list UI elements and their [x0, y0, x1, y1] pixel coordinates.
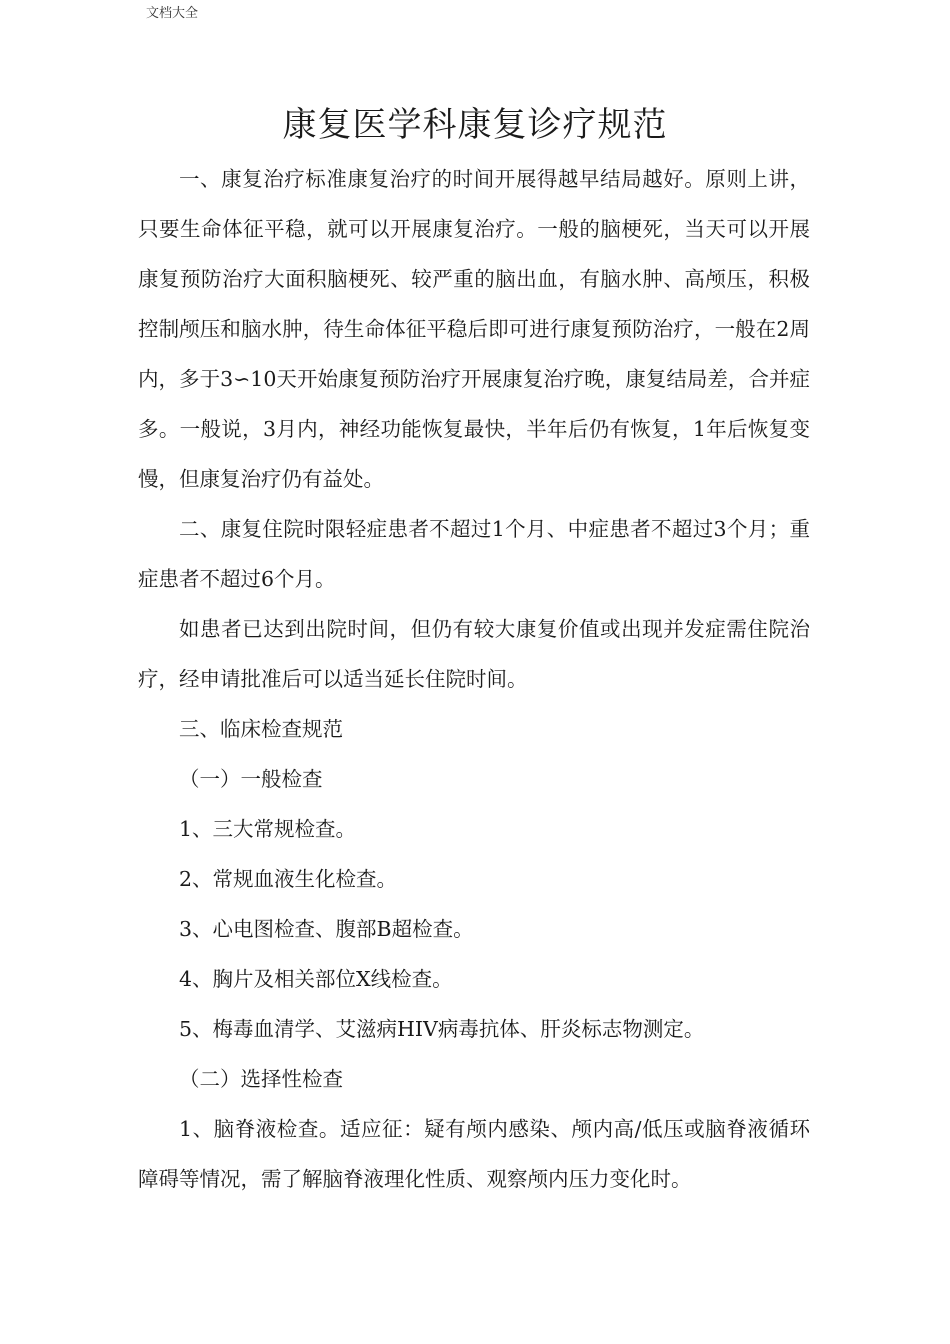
- document-body: [138, 154, 810, 1204]
- paragraph-hospital-stay-limit: 二、康复住院时限轻症患者不超过1个月、中症患者不超过3个月；重症患者不超过6个月。: [138, 517, 810, 591]
- subsection-heading-selective-exam: （二）选择性检查: [179, 1067, 343, 1091]
- document-title: 康复医学科康复诊疗规范: [282, 105, 668, 145]
- subsection-heading-general-exam: （一）一般检查: [179, 767, 323, 791]
- list-item: 5、梅毒血清学、艾滋病HIV病毒抗体、肝炎标志物测定。: [179, 1017, 705, 1041]
- header-note: 文档大全: [146, 6, 199, 21]
- section-heading-clinical-exam: 三、临床检查规范: [179, 717, 343, 741]
- paragraph-treatment-standard: 一、康复治疗标准康复治疗的时间开展得越早结局越好。原则上讲，只要生命体征平稳，就可以开展康复治疗。一般的脑梗死，当天可以开展康复预防治疗大面积脑梗死、较严重的脑出血，有脑水肿、高颅压，积极控制颅压和脑水肿，待生命体征平稳后即可进行康复预防治疗，一般在2周内，多于3∽10天开始康复预防治疗开展康复治疗晚，康复结局差，合并症多。一般说，3月内，神经功能恢复最快，半年后仍有恢复，1年后恢复变慢，但康复治疗仍有益处。: [138, 167, 810, 491]
- list-item: 1、脑脊液检查。适应征：疑有颅内感染、颅内高/低压或脑脊液循环障碍等情况，需了解脑脊液理化性质、观察颅内压力变化时。: [138, 1117, 810, 1191]
- paragraph-stay-extension: 如患者已达到出院时间，但仍有较大康复价值或出现并发症需住院治疗，经申请批准后可以适当延长住院时间。: [138, 617, 810, 691]
- list-item: 2、常规血液生化检查。: [179, 867, 398, 891]
- list-item: 1、三大常规检查。: [179, 817, 357, 841]
- list-item: 3、心电图检查、腹部B超检查。: [179, 917, 474, 941]
- list-item: 4、胸片及相关部位X线检查。: [179, 967, 453, 991]
